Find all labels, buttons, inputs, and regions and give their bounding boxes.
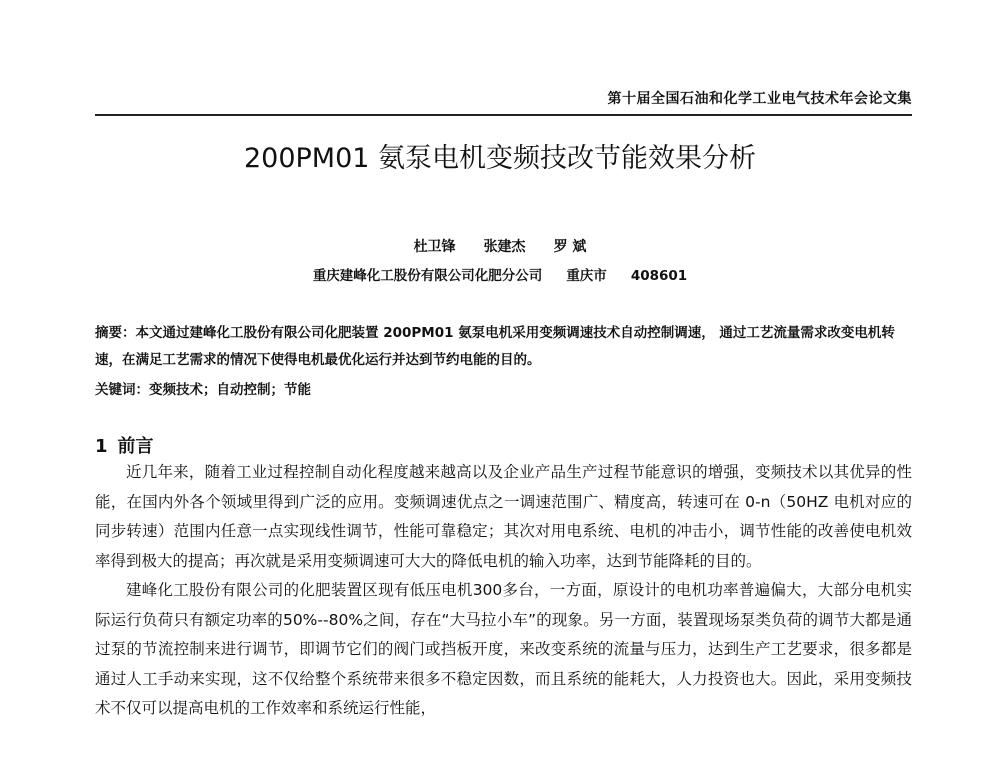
affiliation-org: 重庆建峰化工股份有限公司化肥分公司 [312,268,543,284]
running-header [95,86,912,116]
body-text [95,458,912,724]
running-header-text: 第十届全国石油和化学工业电气技术年会论文集 [607,91,912,107]
author: 张建杰 [483,239,526,255]
abstract: 摘要：本文通过建峰化工股份有限公司化肥装置 200PM01 氨泵电机采用变频调速技术自动控制调速， 通过工艺流量需求改变电机转速，在满足工艺需求的情况下使得电机最优化运行并达到节约电能的目的。 [95,325,895,368]
affiliation-city: 重庆市 [566,268,607,284]
section-title: 前言 [117,436,154,457]
paragraph: 近几年来，随着工业过程控制自动化程度越来越高以及企业产品生产过程节能意识的增强，变频技术以其优异的性能，在国内外各个领域里得到广泛的应用。变频调速优点之一调速范围广、精度高，转速可在 0-n（50HZ 电机对应的同步转速）范围内任意一点实现线性调节，性能可靠稳定；其次对用电系统、电机的冲击小，调节性能的改善使电机效率得到极大的提高；再次就是采用变频调速可大大的降低电机的输入功率，达到节能降耗的目的。 [95,463,912,570]
section-number: 1 [95,436,108,457]
author: 杜卫锋 [413,239,456,255]
keywords: 关键词：变频技术；自动控制；节能 [95,382,311,398]
paragraph: 建峰化工股份有限公司的化肥装置区现有低压电机300多台，一方面，原设计的电机功率普遍偏大，大部分电机实际运行负荷只有额定功率的50%--80%之间，存在“大马拉小车”的现象。另一方面，装置现场泵类负荷的调节大都是通过泵的节流控制来进行调节，即调节它们的阀门或挡板开度，来改变系统的流量与压力，达到生产工艺要求，很多都是通过人工手动来实现，这不仅给整个系统带来很多不稳定因数，而且系统的能耗大，人力投资也大。因此，采用变频技术不仅可以提高电机的工作效率和系统运行性能， [95,581,912,717]
author-list [0,236,1000,256]
affiliation [0,264,1000,284]
section-heading [95,432,154,458]
author: 罗 斌 [553,239,587,255]
affiliation-postcode: 408601 [630,268,688,284]
paper-title: 200PM01 氨泵电机变频技改节能效果分析 [243,143,757,174]
